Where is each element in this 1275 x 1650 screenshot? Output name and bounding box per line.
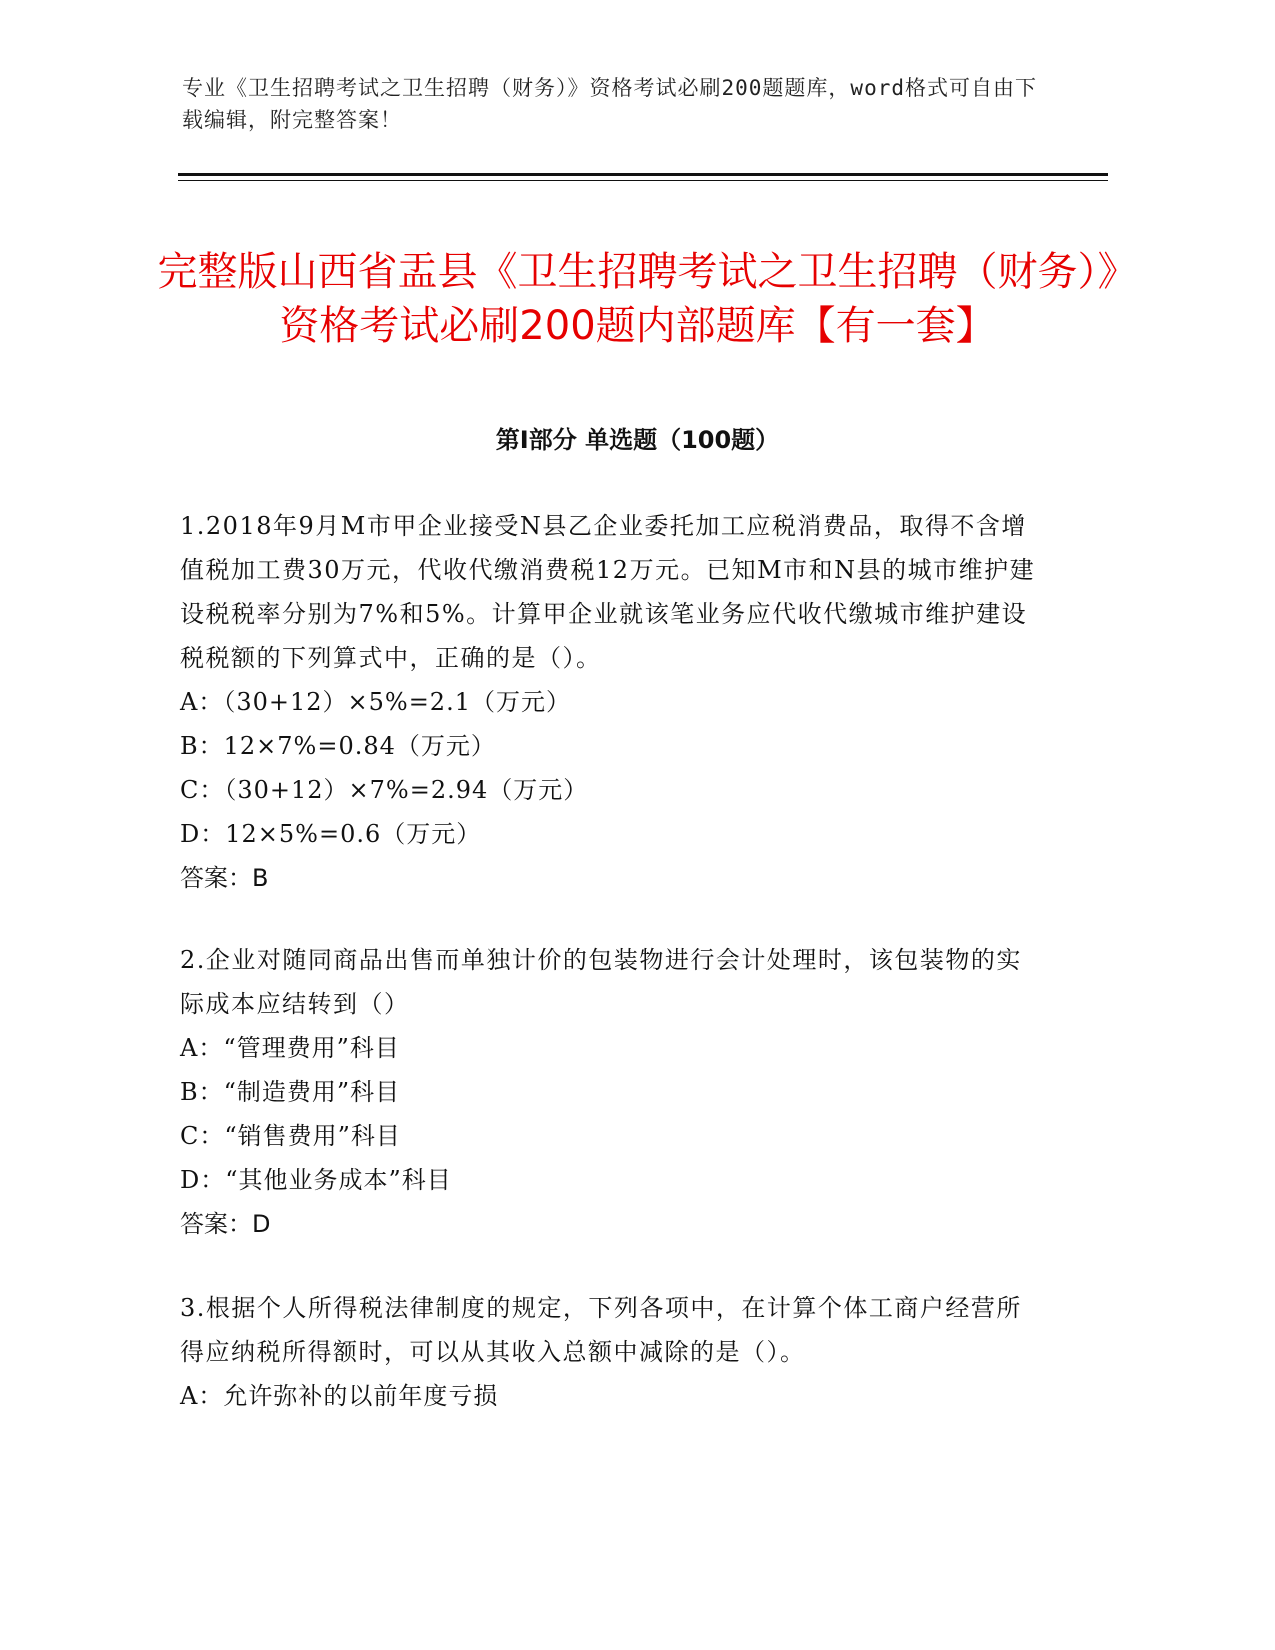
question-1 xyxy=(180,504,1040,900)
question-stem: 2.企业对随同商品出售而单独计价的包装物进行会计处理时，该包装物的实际成本应结转到（） xyxy=(180,946,1022,1018)
option-b: B：“制造费用”科目 xyxy=(180,1078,401,1106)
header-divider-thin xyxy=(178,180,1108,181)
header-divider-thick xyxy=(178,173,1108,176)
section-heading: 第Ⅰ部分 单选题（100题） xyxy=(495,426,780,454)
question-stem: 1.2018年9月M市甲企业接受N县乙企业委托加工应税消费品，取得不含增值税加工费30万元，代收代缴消费税12万元。已知M市和N县的城市维护建设税税率分别为7%和5%。计算甲企业就该笔业务应代收代缴城市维护建设税税额的下列算式中，正确的是（）。 xyxy=(180,512,1036,672)
question-2 xyxy=(180,938,1040,1246)
option-c: C：“销售费用”科目 xyxy=(180,1122,401,1150)
option-d: D：12×5%=0.6（万元） xyxy=(180,820,482,848)
option-b: B：12×7%=0.84（万元） xyxy=(180,732,496,760)
option-a: A：“管理费用”科目 xyxy=(180,1034,400,1062)
answer: 答案：D xyxy=(180,1210,271,1238)
question-3 xyxy=(180,1286,1040,1418)
answer: 答案：B xyxy=(180,864,269,892)
option-a: A：（30+12）×5%=2.1（万元） xyxy=(180,688,571,716)
option-a: A：允许弥补的以前年度亏损 xyxy=(180,1382,499,1410)
option-d: D：“其他业务成本”科目 xyxy=(180,1166,452,1194)
question-stem: 3.根据个人所得税法律制度的规定，下列各项中，在计算个体工商户经营所得应纳税所得额时，可以从其收入总额中减除的是（）。 xyxy=(180,1294,1022,1366)
document-title: 完整版山西省盂县《卫生招聘考试之卫生招聘（财务）》资格考试必刷200题内部题库【有一套】 xyxy=(157,248,1118,349)
header-note: 专业《卫生招聘考试之卫生招聘（财务）》资格考试必刷200题题库，word格式可自由下载编辑，附完整答案！ xyxy=(182,76,1037,132)
option-c: C：（30+12）×7%=2.94（万元） xyxy=(180,776,589,804)
